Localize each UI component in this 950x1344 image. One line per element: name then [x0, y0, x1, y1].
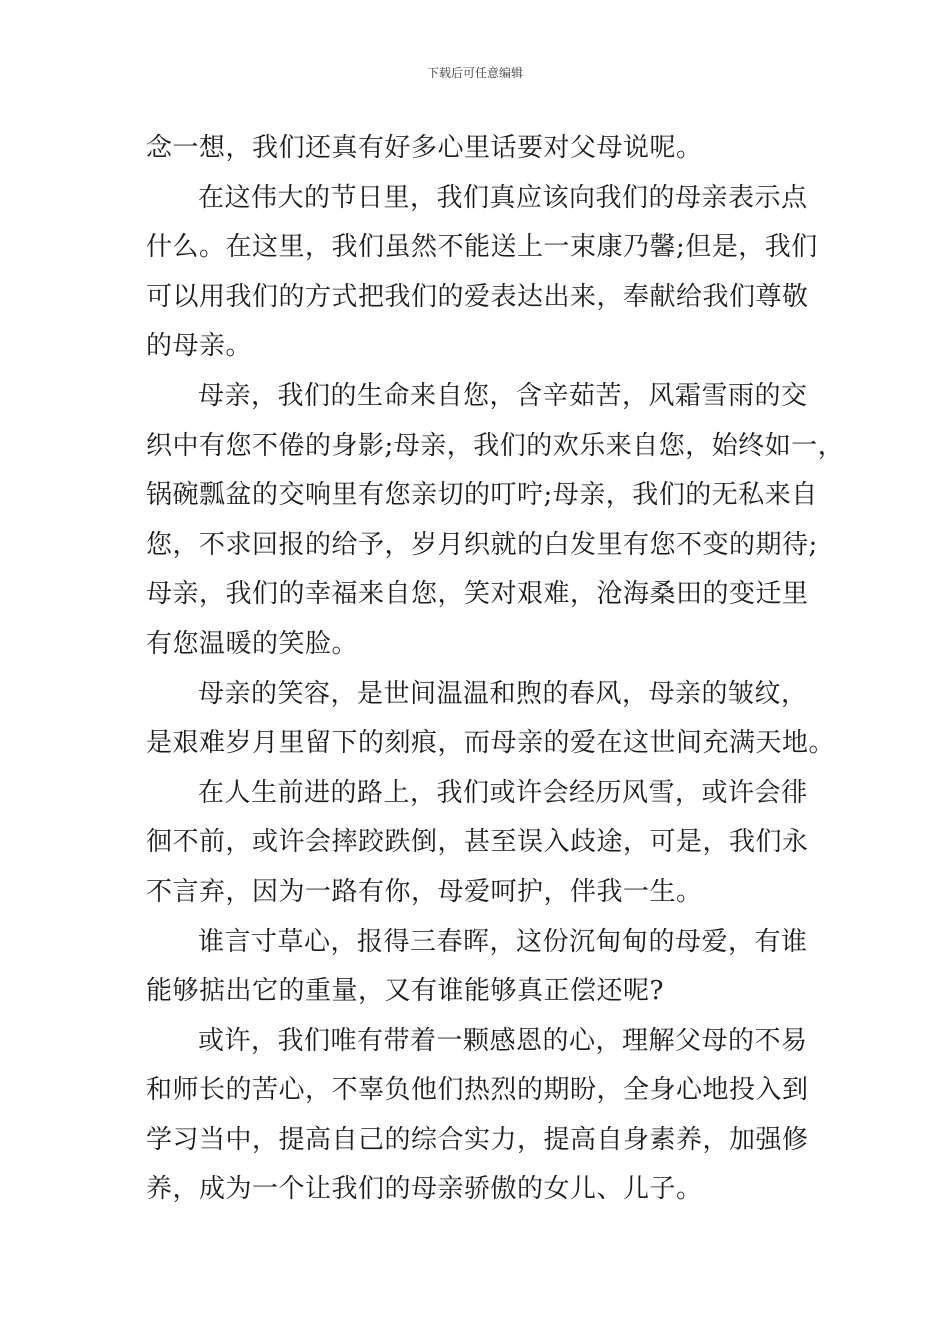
- text-line: 的母亲。: [146, 331, 253, 362]
- text-line: 可以用我们的方式把我们的爱表达出来，奉献给我们尊敬: [146, 281, 809, 312]
- text-line: 锅碗瓢盆的交响里有您亲切的叮咛;母亲，我们的无私来自: [146, 480, 818, 511]
- page-header-note: 下载后可任意编辑: [426, 66, 523, 80]
- text-line: 念一想，我们还真有好多心里话要对父母说呢。: [146, 133, 703, 163]
- text-line: 不言弃，因为一路有你，母爱呵护，伴我一生。: [146, 876, 703, 907]
- text-line: 和师长的苦心，不辜负他们热烈的期盼，全身心地投入到: [146, 1075, 809, 1106]
- text-line: 织中有您不倦的身影;母亲，我们的欢乐来自您，始终如一，: [146, 430, 845, 461]
- text-line: 您，不求回报的给予，岁月织就的白发里有您不变的期待;: [146, 529, 818, 560]
- text-line: 学习当中，提高自己的综合实力，提高自身素养，加强修: [146, 1124, 809, 1155]
- text-line: 有您温暖的笑脸。: [146, 628, 359, 659]
- text-line: 徊不前，或许会摔跤跌倒，甚至误入歧途，可是，我们永: [146, 827, 809, 858]
- document-body: [146, 124, 845, 1215]
- paragraph-start-line: 或许，我们唯有带着一颗感恩的心，理解父母的不易: [198, 1025, 808, 1056]
- paragraph-start-line: 在人生前进的路上，我们或许会经历风雪，或许会徘: [198, 777, 808, 808]
- paragraph-start-line: 母亲，我们的生命来自您，含辛茹苦，风霜雪雨的交: [198, 380, 808, 411]
- text-line: 是艰难岁月里留下的刻痕，而母亲的爱在这世间充满天地。: [146, 728, 836, 759]
- paragraph-start-line: 在这伟大的节日里，我们真应该向我们的母亲表示点: [198, 182, 808, 213]
- text-line: 什么。在这里，我们虽然不能送上一束康乃馨;但是，我们: [146, 232, 818, 263]
- paragraph-start-line: 谁言寸草心，报得三春晖，这份沉甸甸的母爱，有谁: [198, 926, 808, 957]
- text-line: 母亲，我们的幸福来自您，笑对艰难，沧海桑田的变迁里: [146, 579, 809, 610]
- paragraph-start-line: 母亲的笑容，是世间温温和煦的春风，母亲的皱纹，: [198, 678, 808, 709]
- text-line: 养，成为一个让我们的母亲骄傲的女儿、儿子。: [146, 1174, 703, 1205]
- text-line: 能够掂出它的重量，又有谁能够真正偿还呢?: [146, 976, 664, 1007]
